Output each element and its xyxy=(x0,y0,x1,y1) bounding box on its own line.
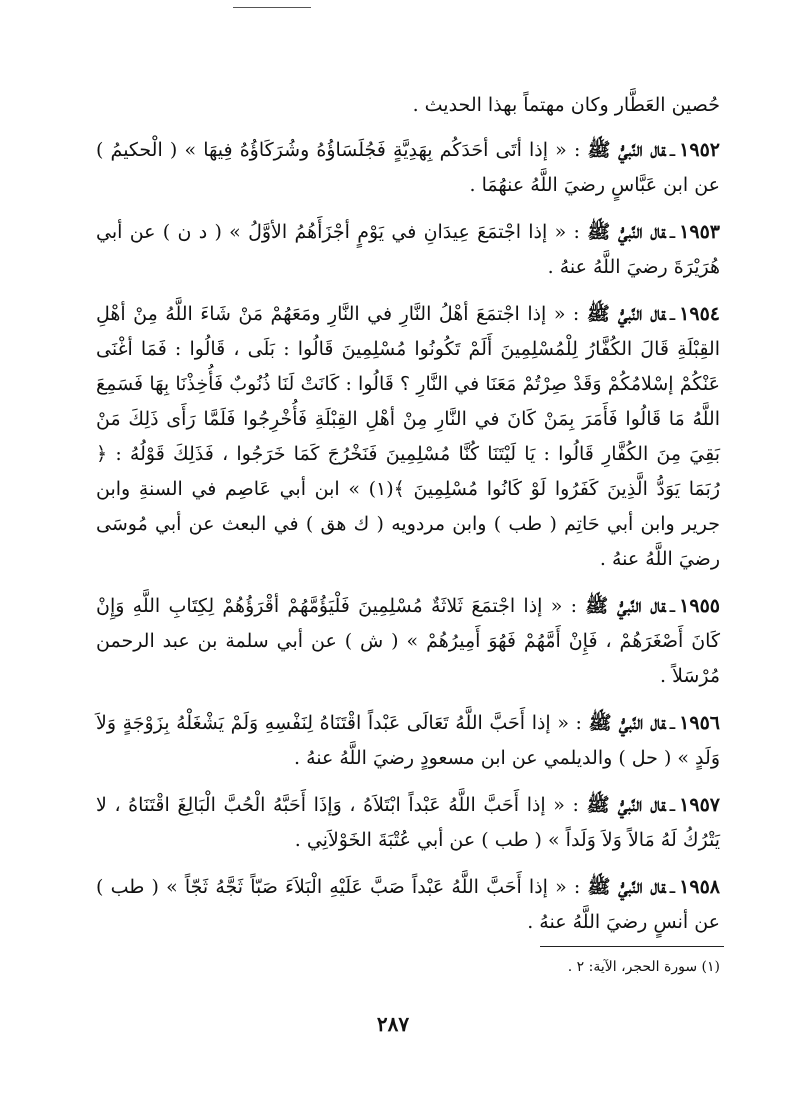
hadith-speaker: قال النَّبيُّ ﷺ xyxy=(587,139,666,161)
intro-line: حُصين العَطَّار وكان مهتماً بهذا الحديث . xyxy=(412,94,720,116)
hadith-speaker: قال النَّبيُّ ﷺ xyxy=(585,595,666,617)
hadith-text: : « إذا أَحَبَّ اللَّهُ عَبْداً صَبَّ عَلَيْهِ الْبَلاَءَ صَبّاً ثَجَّهُ ثَجّاً » ( طب ) عن أنسٍ رضيَ اللَّهُ عنهُ . xyxy=(96,876,720,933)
hadith-text: : « إذا أتَى أحَدَكُم بِهَدِيَّةٍ فَجُلَسَاؤُهُ وشُرَكَاؤُهُ فِيهَا » ( الْحكيمُ ) عن ابن عَبَّاسٍ رضيَ اللَّهُ عنهُمَا . xyxy=(96,139,720,196)
footnote: (١) سورة الحجر، الآية: ٢ . xyxy=(567,959,720,975)
top-rule xyxy=(233,7,311,8)
hadith-speaker: قال النَّبيُّ ﷺ xyxy=(588,712,666,734)
hadith-number: ١٩٥٦ xyxy=(679,712,720,734)
page-number: ٢٨٧ xyxy=(376,1012,410,1036)
hadith-1953: ١٩٥٣ـقال النَّبيُّ ﷺ : « إذا اجْتمَعَ عِيدَانِ في يَوْمٍ أجْزَأَهُمُ الأوَّلُ » ( د ن ) عن أبي هُرَيْرَةَ رضيَ اللَّهُ عنهُ . xyxy=(96,221,720,278)
hadith-speaker: قال النَّبيُّ ﷺ xyxy=(587,221,666,243)
hadith-text: : « إذا اجْتمَعَ أهْلُ النَّارِ في النَّارِ ومَعَهُمْ مَنْ شَاءَ اللَّهُ مِنْ أهْلِ القِبْلَةِ قَالَ الكُفَّارُ لِلْمُسْلِمِينَ أَلَمْ تَكُونُوا مُسْلِمِينَ قَالُوا : بَلَى ، قَالُوا : فَمَا أغْنَى عَنْكُمْ إسْلامُكُمْ وَقَدْ صِرْتُمْ مَعَنَا في النَّارِ ؟ قَالُوا : كَانَتْ لَنَا ذُنُوبٌ فَأُخِذْنَا بِهَا فَسَمِعَ اللَّهُ مَا قَالُوا فَأَمَرَ بِمَنْ كَانَ في النَّارِ مِنْ أهْلِ القِبْلَةِ فَأُخْرِجُوا فَلَمَّا رَأَى ذَلِكَ مَنْ بَقِيَ مِنَ الكُفَّارِ قَالُوا : يَا لَيْتَنَا كُنَّا مُسْلِمِينَ فَنَخْرُجَ كَمَا خَرَجُوا ، فَذَلِكَ قَوْلُهُ : ﴿ رُبَمَا يَوَدُّ الَّذِينَ كَفَرُوا لَوْ كَانُوا مُسْلِمِينَ ﴾(١) » ابن أبي عَاصِم في السنةِ وابن جرير وابن أبي حَاتِم ( طب ) وابن مردويه ( ك هق ) في البعث عن أبي مُوسَى رضيَ اللَّهُ عنهُ . xyxy=(96,303,720,570)
hadith-1956: ١٩٥٦ـقال النَّبيُّ ﷺ : « إذا أَحَبَّ اللَّهُ تَعَالَى عَبْداً اقْتَنَاهُ لِنَفْسِهِ وَلَمْ يَشْغَلْهُ بِزَوْجَةٍ وَلاَ وَلَدٍ » ( حل ) والديلمي عن ابن مسعودٍ رضيَ اللَّهُ عنهُ . xyxy=(96,712,720,769)
hadith-number: ١٩٥٥ xyxy=(679,595,720,617)
hadith-text: : « إذا أَحَبَّ اللَّهُ عَبْداً ابْتَلاَهُ ، وَإذَا أَحَبَّهُ الْحُبَّ الْبَالِغَ اقْتَنَاهُ ، لا يَتْرُكُ لَهُ مَالاً وَلاَ وَلَداً » ( طب ) عن أبي عُتْبَةَ الخَوْلاَنِي . xyxy=(96,794,720,851)
hadith-number: ١٩٥٢ xyxy=(679,139,720,161)
hadith-number: ١٩٥٧ xyxy=(679,794,720,816)
hadith-number: ١٩٥٨ xyxy=(679,876,720,898)
hadith-text: : « إذا اجْتمَعَ عِيدَانِ في يَوْمٍ أجْزَأَهُمُ الأوَّلُ » ( د ن ) عن أبي هُرَيْرَةَ رضيَ اللَّهُ عنهُ . xyxy=(96,221,720,278)
hadith-speaker: قال النَّبيُّ ﷺ xyxy=(586,794,666,816)
hadith-speaker: قال النَّبيُّ ﷺ xyxy=(587,876,666,898)
footnote-divider xyxy=(540,946,724,947)
hadith-number: ١٩٥٣ xyxy=(679,221,720,243)
hadith-1957: ١٩٥٧ـقال النَّبيُّ ﷺ : « إذا أَحَبَّ اللَّهُ عَبْداً ابْتَلاَهُ ، وَإذَا أَحَبَّهُ الْحُبَّ الْبَالِغَ اقْتَنَاهُ ، لا يَتْرُكُ لَهُ مَالاً وَلاَ وَلَداً » ( طب ) عن أبي عُتْبَةَ الخَوْلاَنِي . xyxy=(96,794,720,851)
hadith-speaker: قال النَّبيُّ ﷺ xyxy=(586,303,666,325)
hadith-1958: ١٩٥٨ـقال النَّبيُّ ﷺ : « إذا أَحَبَّ اللَّهُ عَبْداً صَبَّ عَلَيْهِ الْبَلاَءَ صَبّاً ثَجَّهُ ثَجّاً » ( طب ) عن أنسٍ رضيَ اللَّهُ عنهُ . xyxy=(96,876,720,933)
hadith-1955: ١٩٥٥ـقال النَّبيُّ ﷺ : « إذا اجْتمَعَ ثَلاثَةٌ مُسْلِمِينَ فَلْيَؤُمَّهُمْ أقْرَؤُهُمْ لِكِتَابِ اللَّهِ وَإِنْ كَانَ أَصْغَرَهُمْ ، فَإِنْ أَمَّهُمْ فَهُوَ أَمِيرُهُمْ » ( ش ) عن أبي سلمة بن عبد الرحمن مُرْسَلاً . xyxy=(96,595,720,687)
hadith-text: : « إذا أَحَبَّ اللَّهُ تَعَالَى عَبْداً اقْتَنَاهُ لِنَفْسِهِ وَلَمْ يَشْغَلْهُ بِزَوْجَةٍ وَلاَ وَلَدٍ » ( حل ) والديلمي عن ابن مسعودٍ رضيَ اللَّهُ عنهُ . xyxy=(96,712,720,769)
hadith-1954: ١٩٥٤ـقال النَّبيُّ ﷺ : « إذا اجْتمَعَ أهْلُ النَّارِ في النَّارِ ومَعَهُمْ مَنْ شَاءَ اللَّهُ مِنْ أهْلِ القِبْلَةِ قَالَ الكُفَّارُ لِلْمُسْلِمِينَ أَلَمْ تَكُونُوا مُسْلِمِينَ قَالُوا : بَلَى ، قَالُوا : فَمَا أغْنَى عَنْكُمْ إسْلامُكُمْ وَقَدْ صِرْتُمْ مَعَنَا في النَّارِ ؟ قَالُوا : كَانَتْ لَنَا ذُنُوبٌ فَأُخِذْنَا بِهَا فَسَمِعَ اللَّهُ مَا قَالُوا فَأَمَرَ بِمَنْ كَانَ في النَّارِ مِنْ أهْلِ القِبْلَةِ فَأُخْرِجُوا فَلَمَّا رَأَى ذَلِكَ مَنْ بَقِيَ مِنَ الكُفَّارِ قَالُوا : يَا لَيْتَنَا كُنَّا مُسْلِمِينَ فَنَخْرُجَ كَمَا خَرَجُوا ، فَذَلِكَ قَوْلُهُ : ﴿ رُبَمَا يَوَدُّ الَّذِينَ كَفَرُوا لَوْ كَانُوا مُسْلِمِينَ ﴾(١) » ابن أبي عَاصِم في السنةِ وابن جرير وابن أبي حَاتِم ( طب ) وابن مردويه ( ك هق ) في البعث عن أبي مُوسَى رضيَ اللَّهُ عنهُ . xyxy=(96,303,720,570)
hadith-text: : « إذا اجْتمَعَ ثَلاثَةٌ مُسْلِمِينَ فَلْيَؤُمَّهُمْ أقْرَؤُهُمْ لِكِتَابِ اللَّهِ وَإِنْ كَانَ أَصْغَرَهُمْ ، فَإِنْ أَمَّهُمْ فَهُوَ أَمِيرُهُمْ » ( ش ) عن أبي سلمة بن عبد الرحمن مُرْسَلاً . xyxy=(96,595,720,687)
hadith-number: ١٩٥٤ xyxy=(679,303,720,325)
page-body xyxy=(96,88,720,952)
hadith-1952: ١٩٥٢ـقال النَّبيُّ ﷺ : « إذا أتَى أحَدَكُم بِهَدِيَّةٍ فَجُلَسَاؤُهُ وشُرَكَاؤُهُ فِيهَا » ( الْحكيمُ ) عن ابن عَبَّاسٍ رضيَ اللَّهُ عنهُمَا . xyxy=(96,139,720,196)
